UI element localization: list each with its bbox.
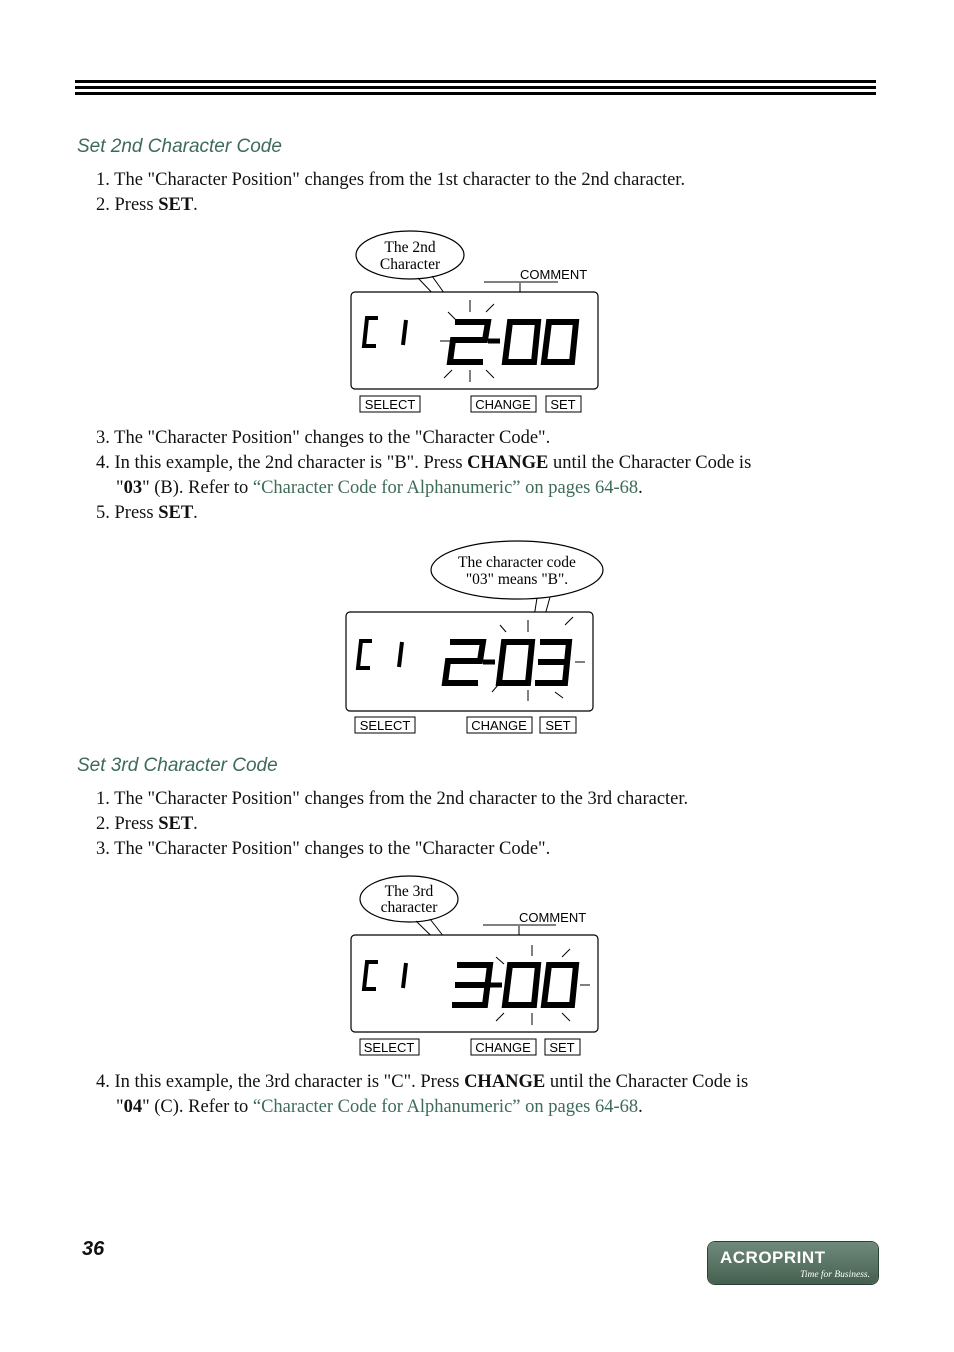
step-text: 4. In this example, the 2nd character is "B". Press CHANGE until the Character Code is — [96, 453, 752, 473]
step-text: 3. The "Character Position" changes to the "Character Code". — [96, 428, 551, 448]
page-number: 36 — [82, 1238, 105, 1260]
change-button-label: CHANGE — [475, 397, 531, 412]
cross-reference-link[interactable]: “Character Code for Alphanumeric” on pages 64-68 — [252, 478, 639, 498]
lcd-figure-2nd-character — [340, 228, 610, 418]
change-button-label: CHANGE — [471, 718, 527, 733]
step-text: 2. Press SET. — [96, 195, 198, 215]
lcd-figure-3rd-character — [340, 872, 610, 1062]
callout-text: The character code — [458, 554, 576, 571]
step-text: 3. The "Character Position" changes to the "Character Code". — [96, 839, 551, 859]
callout-text: The 3rd — [384, 883, 434, 900]
change-button-label: CHANGE — [475, 1040, 531, 1055]
select-button-label: SELECT — [359, 718, 411, 733]
step-text: 4. In this example, the 3rd character is "C". Press CHANGE until the Character Code is — [96, 1072, 749, 1092]
step-text: 5. Press SET. — [96, 503, 198, 523]
select-button-label: SELECT — [364, 397, 416, 412]
cross-reference-link[interactable]: “Character Code for Alphanumeric” on pages 64-68 — [252, 1097, 639, 1117]
callout-text: Character — [379, 256, 441, 273]
header-rules — [75, 80, 876, 98]
lcd-figure-character-code — [340, 535, 610, 740]
set-button-label: SET — [550, 397, 576, 412]
comment-label: COMMENT — [519, 910, 587, 925]
set-button-label: SET — [545, 718, 571, 733]
section-heading: Set 2nd Character Code — [77, 136, 282, 157]
logo-name: ACROPRINT — [720, 1248, 826, 1267]
callout-text: The 2nd — [384, 239, 436, 256]
select-button-label: SELECT — [363, 1040, 415, 1055]
callout-text: "03" means "B". — [465, 571, 569, 588]
step-text: 2. Press SET. — [96, 814, 198, 834]
step-text: 1. The "Character Position" changes from the 1st character to the 2nd character. — [96, 170, 686, 190]
acroprint-logo — [708, 1242, 878, 1284]
step-text: 1. The "Character Position" changes from the 2nd character to the 3rd character. — [96, 789, 689, 809]
step-text: "04" (C). Refer to “Character Code for Alphanumeric” on pages 64-68. — [116, 1097, 643, 1117]
logo-tagline: Time for Business. — [800, 1270, 870, 1280]
callout-text: character — [380, 899, 438, 916]
set-button-label: SET — [549, 1040, 575, 1055]
section-heading: Set 3rd Character Code — [77, 755, 278, 776]
step-text: "03" (B). Refer to “Character Code for Alphanumeric” on pages 64-68. — [116, 478, 643, 498]
comment-label: COMMENT — [520, 267, 588, 282]
